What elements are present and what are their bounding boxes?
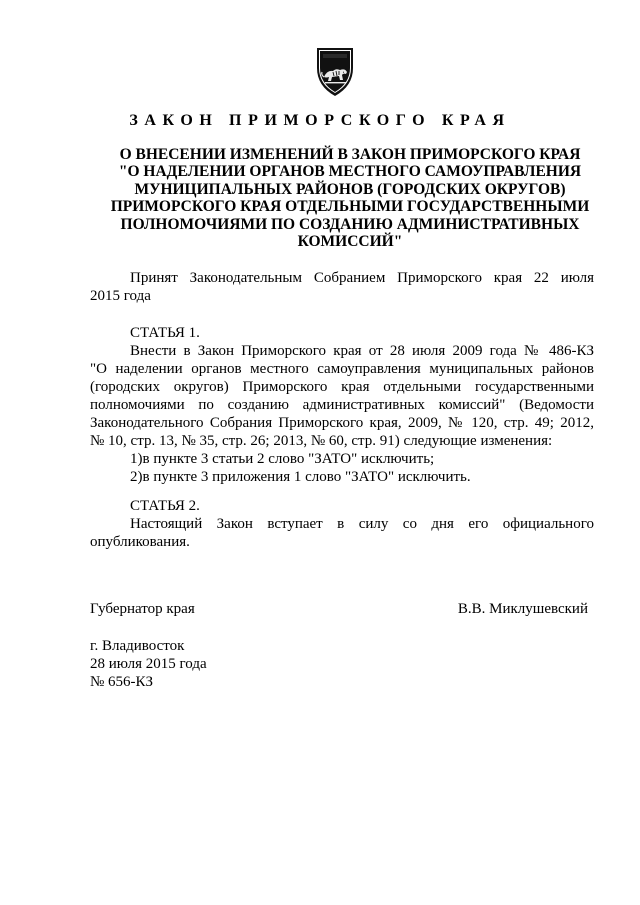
article-heading: СТАТЬЯ 1. xyxy=(130,325,200,341)
footer-number: № 656-КЗ xyxy=(90,674,154,690)
article-line: "О наделении органов местного самоуправления муниципальных районов xyxy=(90,361,594,377)
footer-date: 28 июля 2015 года xyxy=(90,656,207,672)
law-subtitle xyxy=(108,146,592,250)
footer-city: г. Владивосток xyxy=(90,638,185,654)
subtitle-line: ПРИМОРСКОГО КРАЯ ОТДЕЛЬНЫМИ ГОСУДАРСТВЕННЫМИ xyxy=(110,198,590,216)
subtitle-line: "О НАДЕЛЕНИИ ОРГАНОВ МЕСТНОГО САМОУПРАВЛЕНИЯ xyxy=(118,163,582,181)
article-heading: СТАТЬЯ 2. xyxy=(130,498,200,514)
signature-position: Губернатор края xyxy=(90,601,195,617)
adoption-line: Принят Законодательным Собранием Приморского края 22 июля xyxy=(130,270,594,286)
article-line: Внести в Закон Приморского края от 28 июля 2009 года № 486-КЗ xyxy=(130,343,594,359)
subtitle-line: МУНИЦИПАЛЬНЫХ РАЙОНОВ (ГОРОДСКИХ ОКРУГОВ) xyxy=(134,180,566,198)
adoption-line: 2015 года xyxy=(90,288,151,304)
article-2 xyxy=(90,497,594,551)
subtitle-line: ПОЛНОМОЧИЯМИ ПО СОЗДАНИЮ АДМИНИСТРАТИВНЫХ xyxy=(120,215,580,233)
article-item: 2)в пункте 3 приложения 1 слово "ЗАТО" исключить. xyxy=(130,469,471,485)
article-line: полномочиями по созданию административных комиссий" (Ведомости xyxy=(90,397,594,413)
article-line: № 10, стр. 13, № 35, стр. 26; 2013, № 60, стр. 91) следующие изменения: xyxy=(90,433,553,449)
article-line: Законодательного Собрания Приморского края, 2009, № 120, стр. 49; 2012, xyxy=(90,415,594,431)
subtitle-line: О ВНЕСЕНИИ ИЗМЕНЕНИЙ В ЗАКОН ПРИМОРСКОГО КРАЯ xyxy=(119,146,581,163)
article-1 xyxy=(90,324,594,486)
adoption-statement xyxy=(90,269,594,305)
article-line: (городских округов) Приморского края отдельными государственными xyxy=(90,379,594,395)
law-title: ЗАКОН ПРИМОРСКОГО КРАЯ xyxy=(129,112,511,129)
document-footer xyxy=(90,637,207,691)
signature-name: В.В. Миклушевский xyxy=(457,601,588,617)
subtitle-line: КОМИССИЙ" xyxy=(297,233,403,251)
article-line: опубликования. xyxy=(90,534,190,550)
coat-of-arms-emblem xyxy=(305,46,365,98)
article-item: 1)в пункте 3 статьи 2 слово "ЗАТО" исключить; xyxy=(130,451,435,467)
article-line: Настоящий Закон вступает в силу со дня его официального xyxy=(130,516,594,532)
